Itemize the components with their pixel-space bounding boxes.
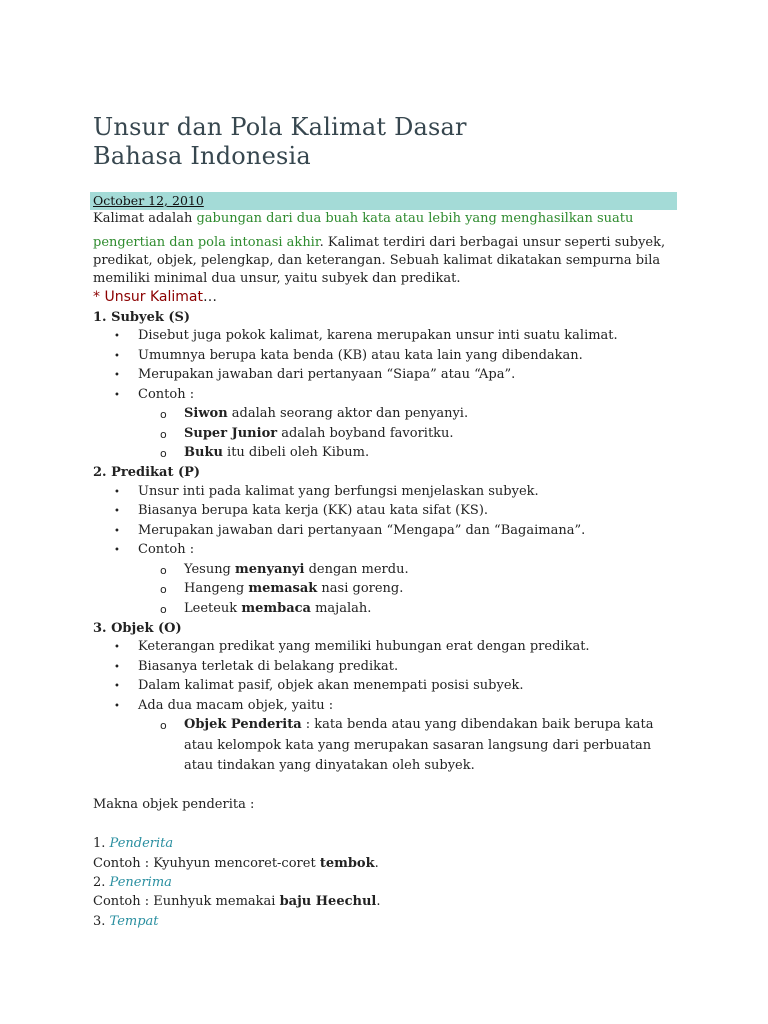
bullet-icon: • — [114, 681, 120, 692]
section-heading-predikat: 2. Predikat (P) — [93, 465, 201, 480]
list-item: Biasanya berupa kata kerja (KK) atau kata sifat (KS). — [138, 503, 489, 518]
bullet-icon: • — [114, 351, 120, 362]
sub-bullet-icon: o — [160, 603, 167, 616]
makna-example: Contoh : Kyuhyun mencoret-coret tembok. — [93, 856, 379, 871]
intro-line-4: memiliki minimal dua unsur, yaitu subyek dan predikat. — [93, 271, 461, 286]
bullet-icon: • — [114, 526, 120, 537]
sub-bullet-icon: o — [160, 583, 167, 596]
title-line-1: Unsur dan Pola Kalimat Dasar — [93, 113, 467, 141]
section-heading-subyek: 1. Subyek (S) — [93, 310, 191, 325]
list-item: Ada dua macam objek, yaitu : — [138, 698, 334, 713]
intro-line-1: Kalimat adalah gabungan dari dua buah kata atau lebih yang menghasilkan suatu — [93, 211, 634, 226]
sub-bullet-icon: o — [160, 408, 167, 421]
title-line-2: Bahasa Indonesia — [93, 142, 311, 170]
bullet-icon: • — [114, 545, 120, 556]
makna-heading: Makna objek penderita : — [93, 797, 255, 812]
bullet-icon: • — [114, 506, 120, 517]
list-item: Biasanya terletak di belakang predikat. — [138, 659, 399, 674]
example-item: Objek Penderita : kata benda atau yang dibendakan baik berupa kata — [184, 717, 654, 732]
example-item: Super Junior adalah boyband favoritku. — [184, 426, 454, 441]
intro-highlight: gabungan dari dua buah kata atau lebih yang menghasilkan suatu — [196, 211, 634, 226]
example-item: Leeteuk membaca majalah. — [184, 601, 372, 616]
post-date-link[interactable]: October 12, 2010 — [93, 193, 204, 208]
makna-item: 2. Penerima — [93, 875, 172, 890]
example-item: Buku itu dibeli oleh Kibum. — [184, 445, 370, 460]
example-item-continued: atau kelompok kata yang merupakan sasaran langsung dari perbuatan — [184, 738, 652, 753]
bullet-icon: • — [114, 370, 120, 381]
makna-item: 1. Penderita — [93, 836, 174, 851]
bullet-icon: • — [114, 662, 120, 673]
example-item-continued: atau tindakan yang dinyatakan oleh subyek. — [184, 758, 475, 773]
bullet-icon: • — [114, 331, 120, 342]
article-title — [93, 113, 467, 171]
section-heading-objek: 3. Objek (O) — [93, 621, 182, 636]
list-item: Keterangan predikat yang memiliki hubungan erat dengan predikat. — [138, 639, 590, 654]
list-item: Dalam kalimat pasif, objek akan menempati posisi subyek. — [138, 678, 524, 693]
bullet-icon: • — [114, 642, 120, 653]
bullet-icon: • — [114, 487, 120, 498]
bullet-icon: • — [114, 390, 120, 401]
sub-bullet-icon: o — [160, 447, 167, 460]
unsur-heading: * Unsur Kalimat… — [93, 289, 217, 305]
makna-item: 3. Tempat — [93, 914, 159, 929]
intro-line-2: pengertian dan pola intonasi akhir. Kalimat terdiri dari berbagai unsur seperti subyek, — [93, 235, 666, 250]
makna-example: Contoh : Eunhyuk memakai baju Heechul. — [93, 894, 381, 909]
example-item: Hangeng memasak nasi goreng. — [184, 581, 404, 596]
sub-bullet-icon: o — [160, 564, 167, 577]
date-bar — [90, 192, 677, 210]
sub-bullet-icon: o — [160, 719, 167, 732]
list-item: Merupakan jawaban dari pertanyaan “Siapa” atau “Apa”. — [138, 367, 516, 382]
list-item: Umumnya berupa kata benda (KB) atau kata lain yang dibendakan. — [138, 348, 583, 363]
intro-highlight: pengertian dan pola intonasi akhir — [93, 235, 320, 250]
list-item: Contoh : — [138, 542, 195, 557]
intro-line-3: predikat, objek, pelengkap, dan keterangan. Sebuah kalimat dikatakan sempurna bila — [93, 253, 661, 268]
list-item: Contoh : — [138, 387, 195, 402]
list-item: Unsur inti pada kalimat yang berfungsi menjelaskan subyek. — [138, 484, 539, 499]
list-item: Merupakan jawaban dari pertanyaan “Mengapa” dan “Bagaimana”. — [138, 523, 586, 538]
sub-bullet-icon: o — [160, 428, 167, 441]
bullet-icon: • — [114, 701, 120, 712]
example-item: Siwon adalah seorang aktor dan penyanyi. — [184, 406, 469, 421]
list-item: Disebut juga pokok kalimat, karena merupakan unsur inti suatu kalimat. — [138, 328, 618, 343]
example-item: Yesung menyanyi dengan merdu. — [184, 562, 409, 577]
